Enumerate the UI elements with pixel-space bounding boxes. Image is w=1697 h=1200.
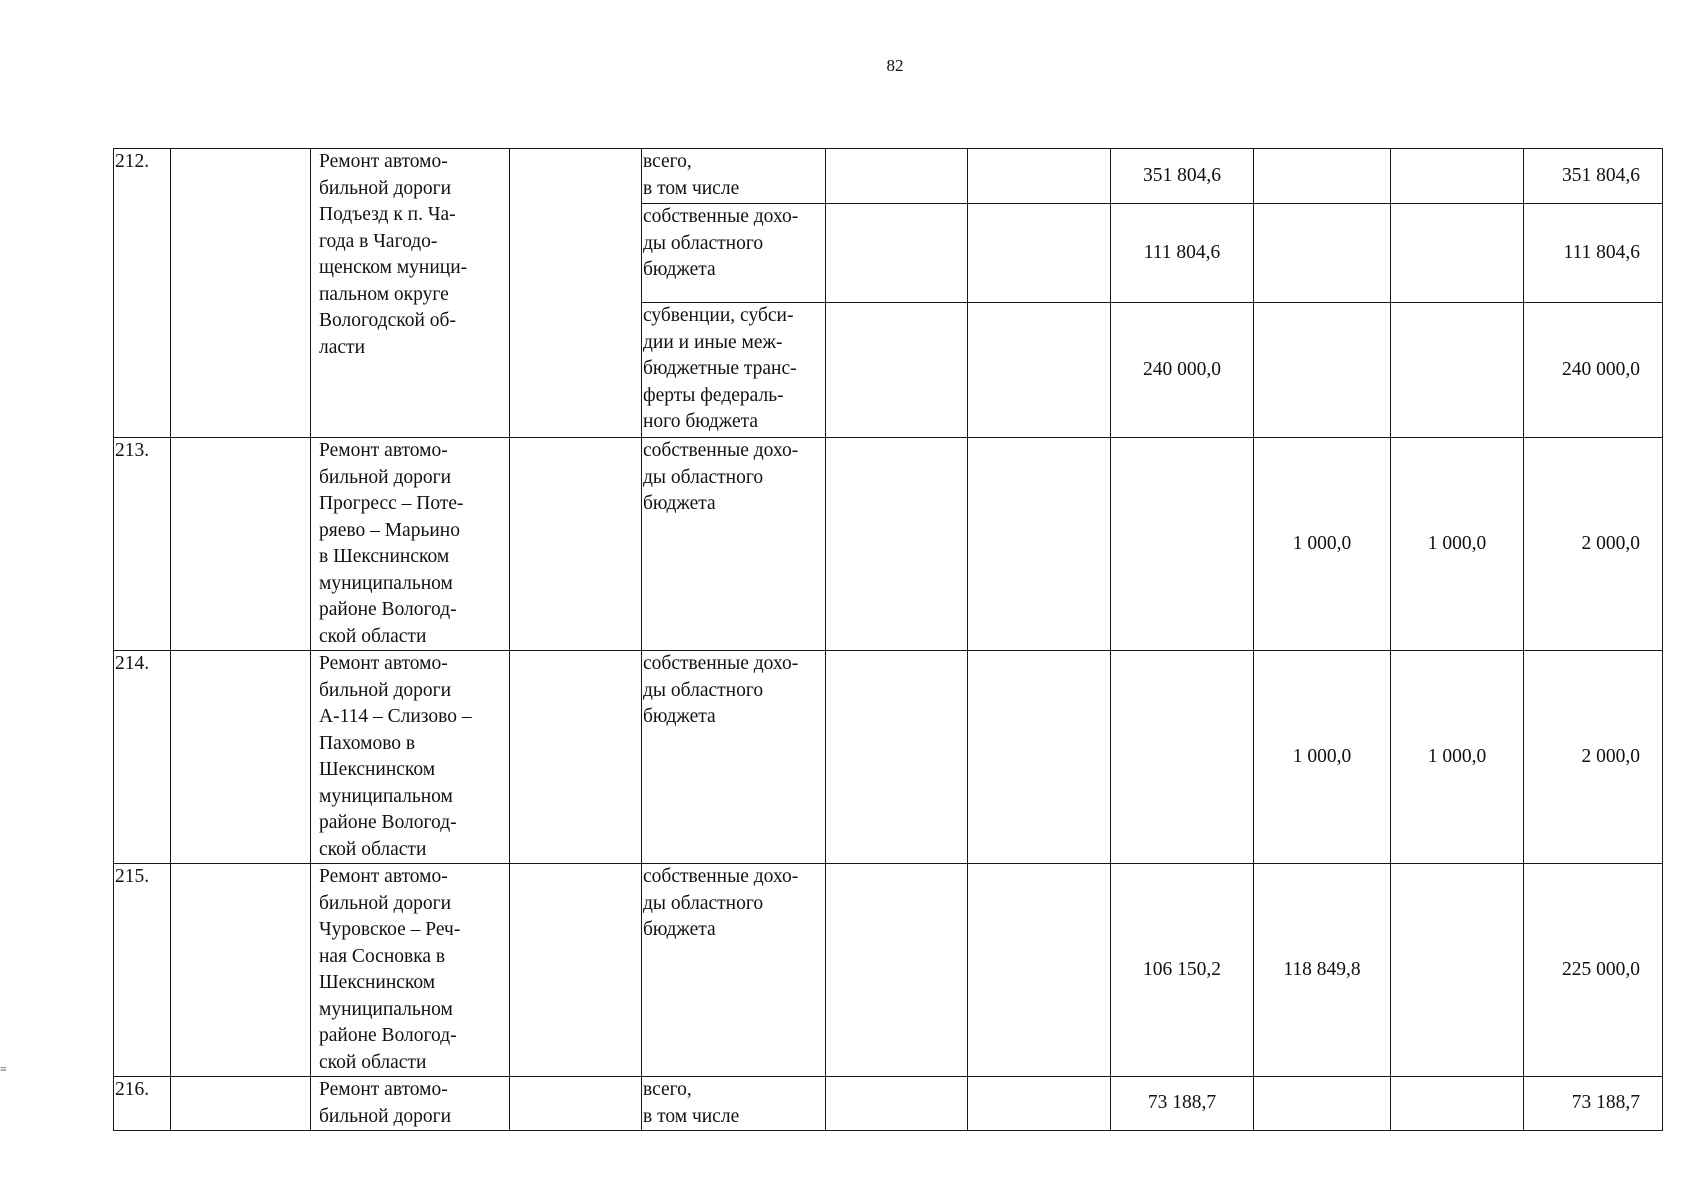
object-name: Ремонт автомо- бильной дороги Подъезд к п. Ча- года в Чагодо- щенском муници- пальном округе Вологодской об- ласти	[311, 149, 510, 438]
amount-2023: 118 849,8	[1254, 864, 1391, 1077]
empty-cell	[826, 864, 968, 1077]
amount-total: 73 188,7	[1524, 1077, 1663, 1131]
amount-2022: 351 804,6	[1111, 149, 1254, 204]
empty-cell	[510, 864, 642, 1077]
row-number: 215.	[114, 864, 171, 1077]
empty-cell	[968, 1077, 1111, 1131]
row-number: 212.	[114, 149, 171, 438]
empty-cell	[171, 438, 311, 651]
empty-cell	[968, 651, 1111, 864]
empty-cell	[826, 204, 968, 303]
empty-cell	[171, 864, 311, 1077]
amount-2024	[1391, 149, 1524, 204]
empty-cell	[171, 651, 311, 864]
empty-cell	[968, 864, 1111, 1077]
funding-source: всего, в том числе	[642, 1077, 826, 1131]
amount-2022	[1111, 651, 1254, 864]
amount-2023	[1254, 149, 1391, 204]
table-body	[114, 149, 1663, 1131]
empty-cell	[510, 438, 642, 651]
empty-cell	[968, 438, 1111, 651]
amount-2024	[1391, 864, 1524, 1077]
empty-cell	[826, 149, 968, 204]
amount-2022: 106 150,2	[1111, 864, 1254, 1077]
amount-2024	[1391, 1077, 1524, 1131]
empty-cell	[510, 1077, 642, 1131]
amount-2023	[1254, 303, 1391, 438]
empty-cell	[968, 149, 1111, 204]
amount-2023: 1 000,0	[1254, 651, 1391, 864]
funding-source: субвенции, субси- дии и иные меж- бюджетные транс- ферты федераль- ного бюджета	[642, 303, 826, 438]
empty-cell	[826, 651, 968, 864]
empty-cell	[510, 651, 642, 864]
amount-2022: 240 000,0	[1111, 303, 1254, 438]
table-row	[114, 149, 1663, 204]
empty-cell	[510, 149, 642, 438]
empty-cell	[171, 149, 311, 438]
amount-2024	[1391, 204, 1524, 303]
empty-cell	[171, 1077, 311, 1131]
amount-2022: 111 804,6	[1111, 204, 1254, 303]
amount-total: 240 000,0	[1524, 303, 1663, 438]
table-row	[114, 1077, 1663, 1131]
empty-cell	[826, 303, 968, 438]
amount-2023: 1 000,0	[1254, 438, 1391, 651]
amount-2023	[1254, 1077, 1391, 1131]
amount-2023	[1254, 204, 1391, 303]
funding-source: собственные дохо- ды областного бюджета	[642, 438, 826, 651]
amount-total: 2 000,0	[1524, 438, 1663, 651]
amount-total: 225 000,0	[1524, 864, 1663, 1077]
amount-2024: 1 000,0	[1391, 651, 1524, 864]
empty-cell	[968, 303, 1111, 438]
funding-source: собственные дохо- ды областного бюджета	[642, 651, 826, 864]
amount-total: 111 804,6	[1524, 204, 1663, 303]
empty-cell	[826, 438, 968, 651]
empty-cell	[968, 204, 1111, 303]
object-name: Ремонт автомо- бильной дороги Прогресс – Поте- ряево – Марьино в Шекснинском муниципальном районе Вологод- ской области	[311, 438, 510, 651]
object-name: Ремонт автомо- бильной дороги Чуровское – Реч- ная Сосновка в Шекснинском муниципальном районе Вологод- ской области	[311, 864, 510, 1077]
budget-table	[113, 148, 1663, 1131]
amount-2024	[1391, 303, 1524, 438]
table-row	[114, 438, 1663, 651]
amount-total: 351 804,6	[1524, 149, 1663, 204]
row-number: 214.	[114, 651, 171, 864]
amount-2022	[1111, 438, 1254, 651]
empty-cell	[826, 1077, 968, 1131]
amount-total: 2 000,0	[1524, 651, 1663, 864]
object-name: Ремонт автомо- бильной дороги А-114 – Слизово – Пахомово в Шекснинском муниципальном районе Вологод- ской области	[311, 651, 510, 864]
funding-source: всего, в том числе	[642, 149, 826, 204]
funding-source: собственные дохо- ды областного бюджета	[642, 864, 826, 1077]
table-row	[114, 864, 1663, 1077]
row-number: 216.	[114, 1077, 171, 1131]
funding-source: собственные дохо- ды областного бюджета	[642, 204, 826, 303]
margin-mark: ≡	[0, 1062, 7, 1076]
table-row	[114, 651, 1663, 864]
row-number: 213.	[114, 438, 171, 651]
amount-2022: 73 188,7	[1111, 1077, 1254, 1131]
object-name: Ремонт автомо- бильной дороги	[311, 1077, 510, 1131]
page-number: 82	[886, 56, 904, 75]
amount-2024: 1 000,0	[1391, 438, 1524, 651]
